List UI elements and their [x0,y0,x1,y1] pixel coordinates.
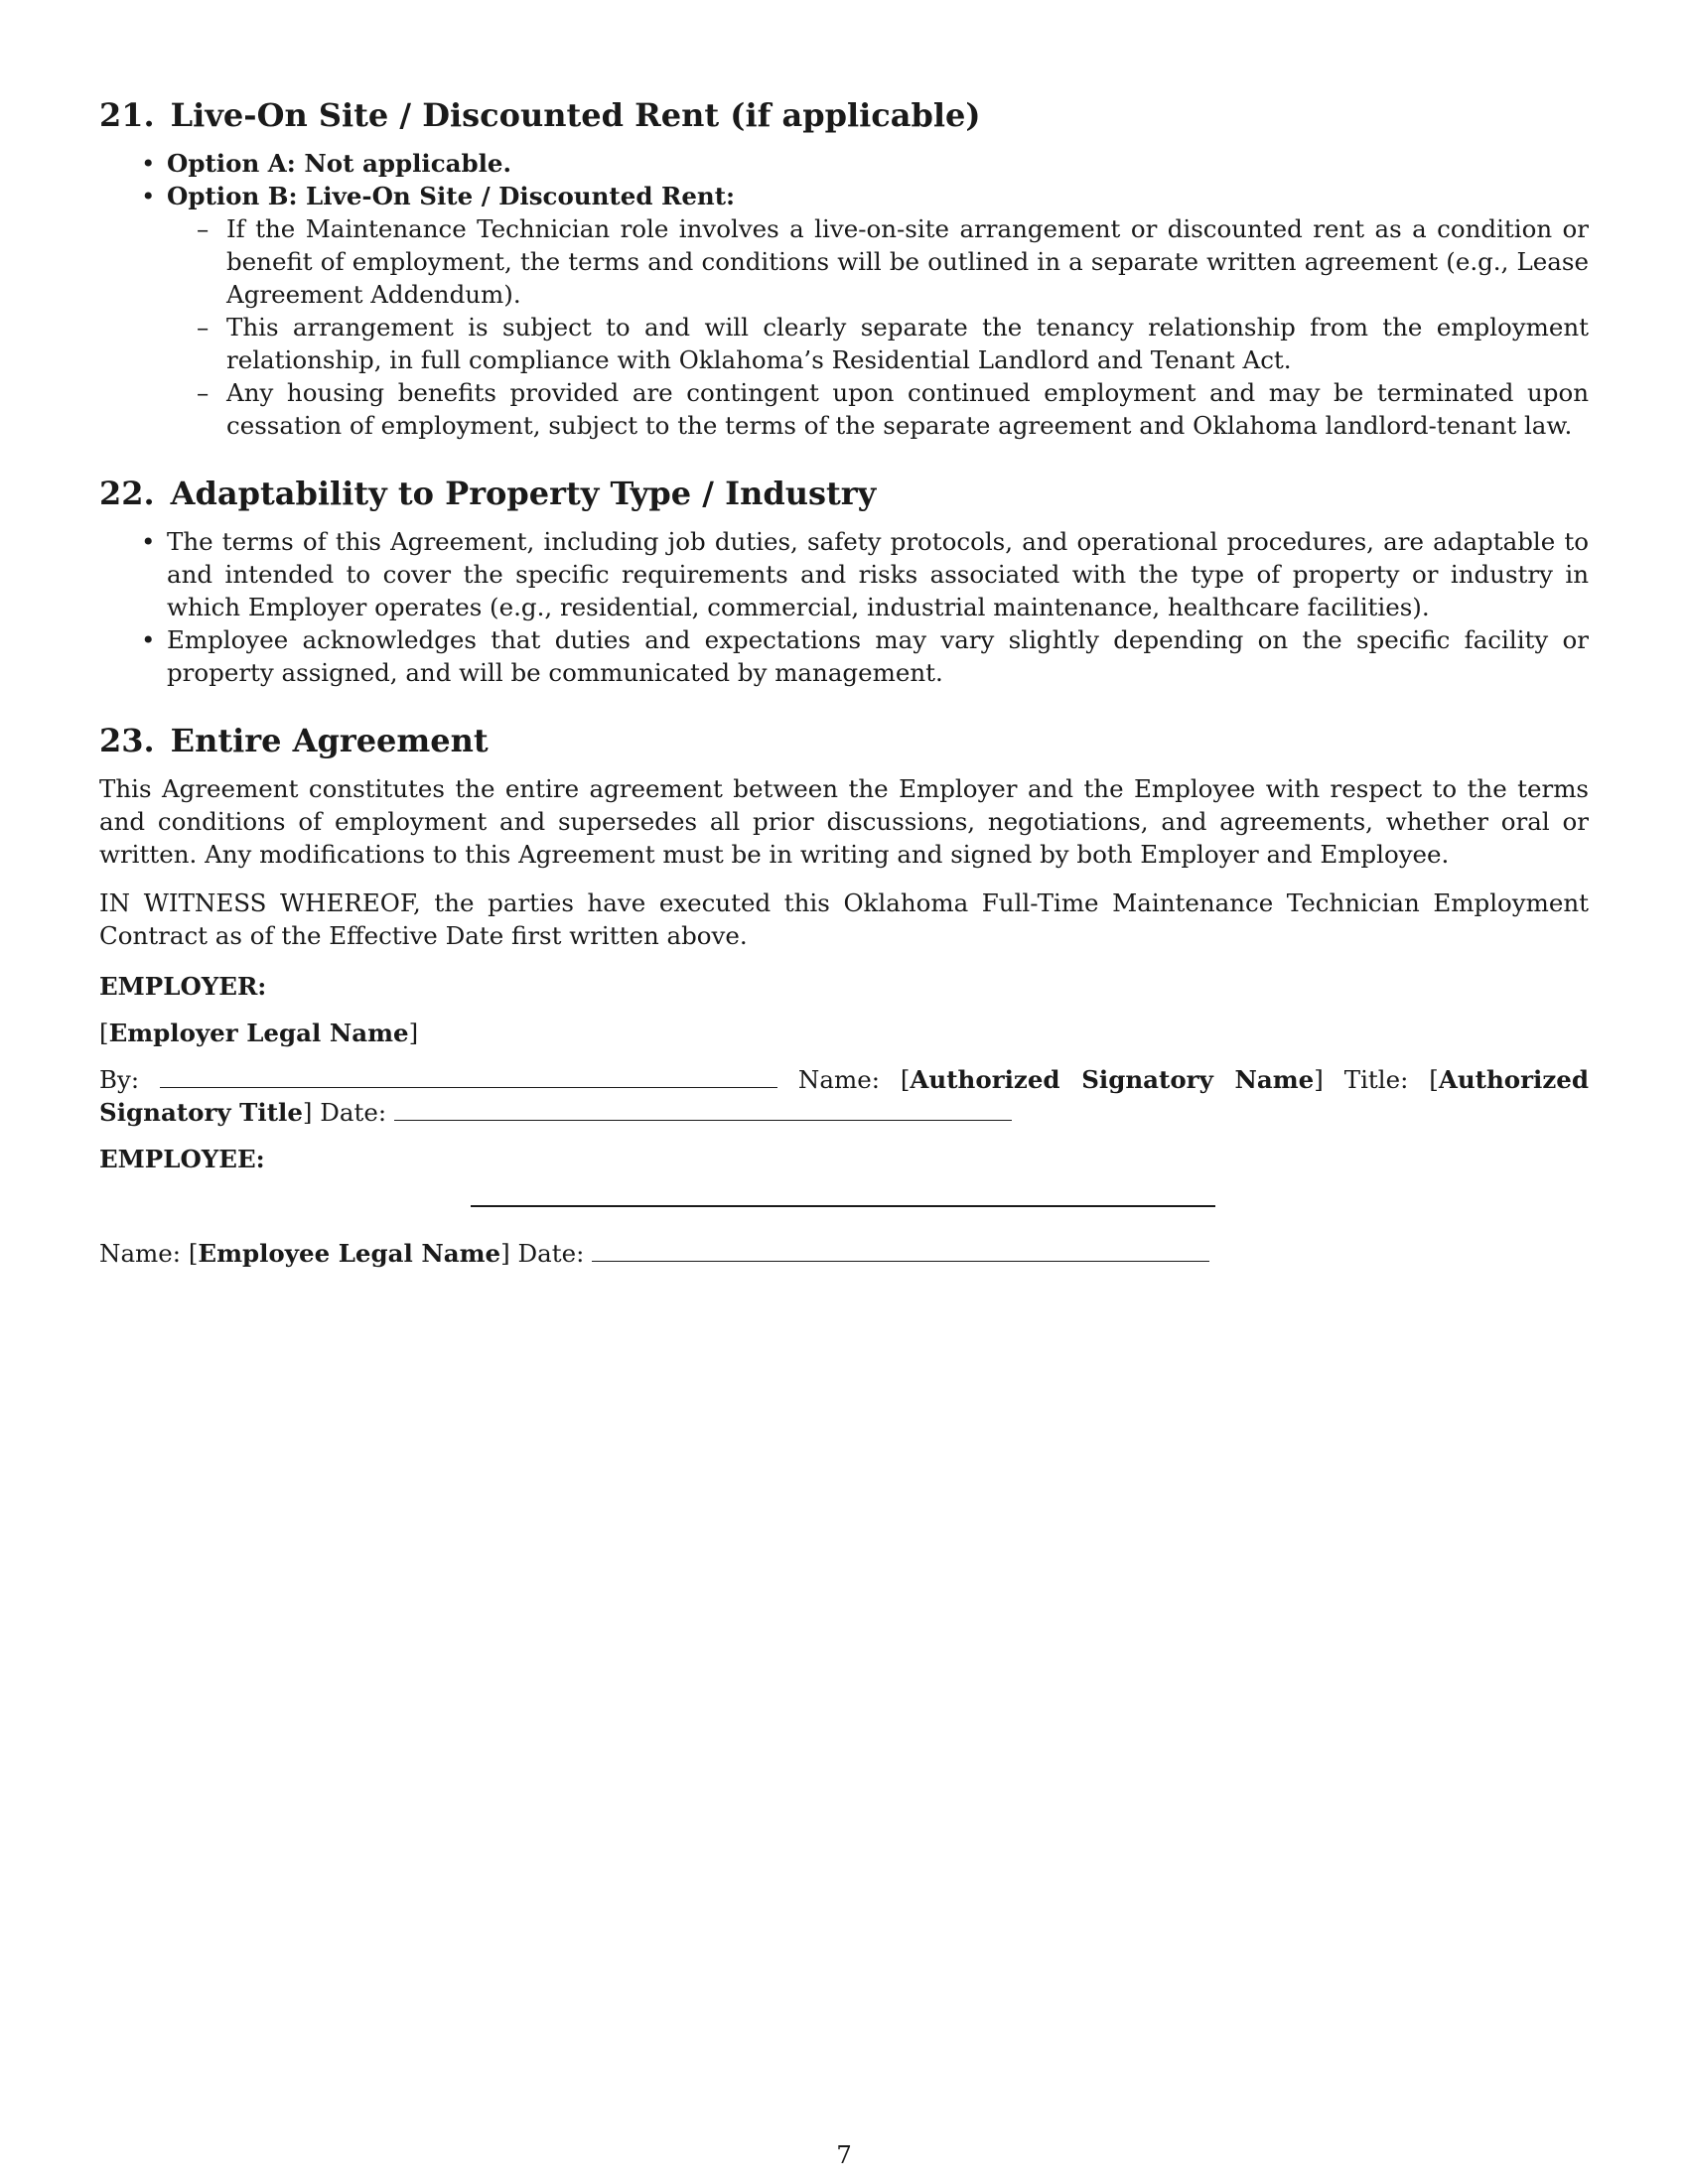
employee-signature-line[interactable] [471,1205,1215,1207]
section-21-heading [99,95,1589,135]
section-number: 21. [99,96,155,134]
employee-signature-row [99,1185,1589,1225]
employer-date-field[interactable] [394,1096,1012,1121]
section-22 [99,474,1589,689]
by-label: By: [99,1065,140,1094]
employer-legal-name: [Employer Legal Name] [99,1019,419,1047]
list-item: – This arrangement is subject to and will clearly separate the tenancy relationship from the employment relationship, in full compliance with Oklahoma’s Residential Landlord and Tenant Act. [226,311,1589,376]
section-23-heading [99,721,1589,760]
authorized-title-placeholder: Authorized Signatory Title [99,1065,1589,1127]
witness-paragraph: IN WITNESS WHEREOF, the parties have executed this Oklahoma Full-Time Maintenance Technician Employment Contract as of the Effective Date first written above. [99,888,1589,950]
employer-name-placeholder: Employer Legal Name [108,1019,409,1047]
title-label: Title: [1343,1065,1409,1094]
list-item: – If the Maintenance Technician role involves a live-on-site arrangement or discounted rent as a condition or benefit of employment, the terms and conditions will be outlined in a separate written agreement (e.g., Lease Agreement Addendum). [226,212,1589,311]
list-item: • Employee acknowledges that duties and expectations may vary slightly depending on the specific facility or property assigned, and will be communicated by management. [167,623,1589,689]
section-23 [99,721,1589,952]
list-item: • The terms of this Agreement, including job duties, safety protocols, and operational procedures, are adaptable to and intended to cover the specific requirements and risks associated with the type of property or industry in which Employer operates (e.g., residential, commercial, industrial maintenance, healthcare facilities). [167,525,1589,623]
list-item: – Any housing benefits provided are contingent upon continued employment and may be terminated upon cessation of employment, subject to the terms of the separate agreement and Oklahoma landlord-tenant law. [226,376,1589,442]
entire-agreement-paragraph: This Agreement constitutes the entire agreement between the Employer and the Employee with respect to the terms and conditions of employment and supersedes all prior discussions, negotiations, and agreements, whether oral or written. Any modifications to this Agreement must be in writing and signed by both Employer and Employee. [99,774,1589,869]
employer-signature-line: By: Name: [Authorized Signatory Name] Title: [Authorized Signatory Title] Date: [99,1065,1589,1127]
section-title: Entire Agreement [170,722,489,759]
employee-label: EMPLOYEE: [99,1145,265,1173]
option-b-label: Option B: Live-On Site / Discounted Rent: [167,182,736,210]
option-a [167,147,1589,180]
document-page [99,95,1589,1270]
option-a-label: Option A: Not applicable. [167,149,512,178]
option-b [167,180,1589,442]
name-label: Name: [797,1065,880,1094]
employer-signature-field[interactable] [160,1063,777,1088]
employee-name-label: Name: [99,1239,182,1268]
employee-date-label: Date: [517,1239,585,1268]
section-21-options [99,147,1589,442]
section-21 [99,95,1589,442]
option-b-subitems [167,212,1589,442]
page-number: 7 [836,2140,852,2169]
section-22-heading [99,474,1589,513]
date-label: Date: [320,1098,387,1127]
section-22-bullets [99,525,1589,689]
section-title: Adaptability to Property Type / Industry [170,475,877,512]
employee-name-placeholder: Employee Legal Name [198,1239,501,1268]
employer-label: EMPLOYER: [99,972,267,1001]
employer-signature-block [99,1063,1589,1129]
section-title: Live-On Site / Discounted Rent (if applicable) [170,96,981,134]
employee-date-field[interactable] [592,1237,1209,1262]
authorized-name-placeholder: Authorized Signatory Name [910,1065,1315,1094]
employee-name-row: Name: [Employee Legal Name] Date: [99,1237,1589,1270]
section-number: 23. [99,722,155,759]
section-number: 22. [99,475,155,512]
